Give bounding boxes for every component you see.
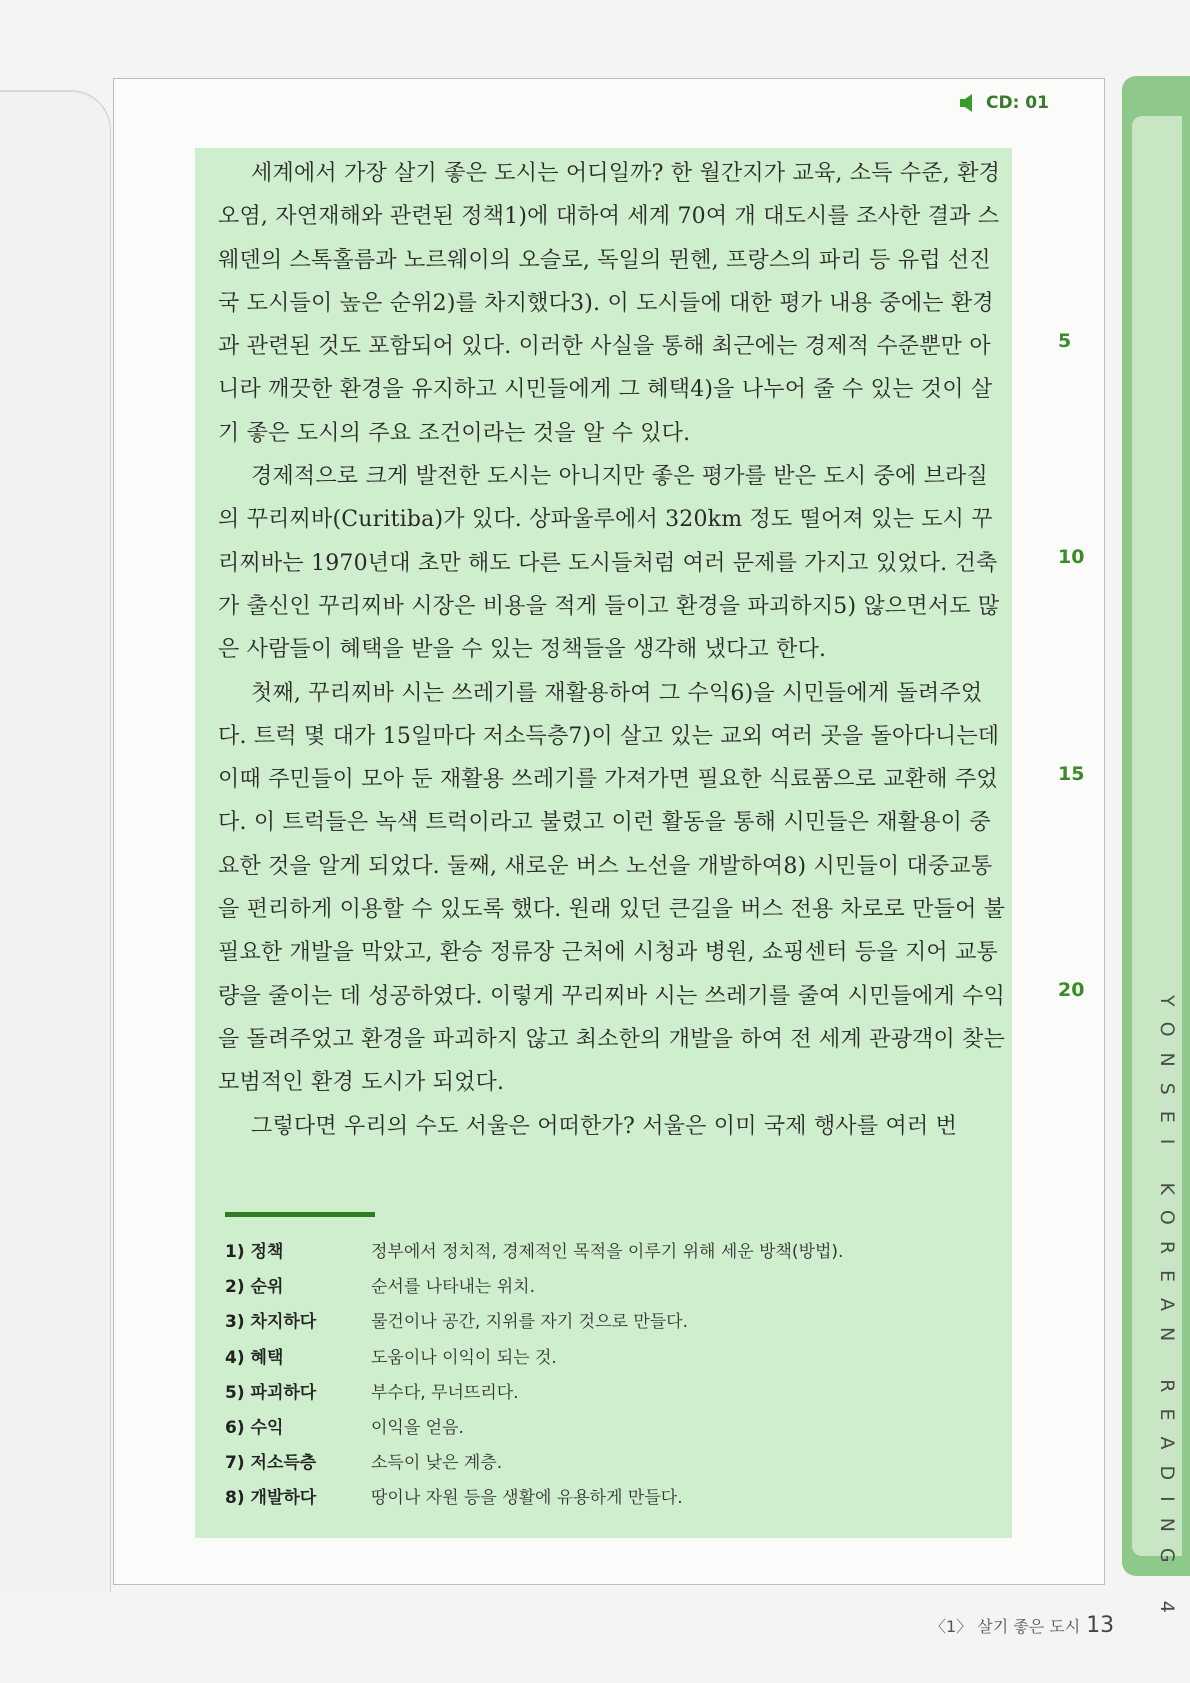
line-number: 10 (1058, 546, 1085, 568)
glossary-item (225, 1232, 1005, 1267)
line-number: 5 (1058, 330, 1072, 352)
paragraph: 세계에서 가장 살기 좋은 도시는 어디일까? 한 월간지가 교육, 소득 수준, 환경오염, 자연재해와 관련된 정책1)에 대하여 세계 70여 개 대도시를 조사한 결과 스웨덴의 스톡홀름과 노르웨이의 오슬로, 독일의 뮌헨, 프랑스의 파리 등 유럽 선진국 도시들이 높은 순위2)를 차지했다3). 이 도시들에 대한 평가 내용 중에는 환경과 관련된 것도 포함되어 있다. 이러한 사실을 통해 최근에는 경제적 수준뿐만 아니라 깨끗한 환경을 유지하고 시민들에게 그 혜택4)을 나누어 줄 수 있는 것이 살기 좋은 도시의 주요 조건이라는 것을 알 수 있다. (218, 161, 1001, 446)
line-number: 15 (1058, 763, 1085, 785)
glossary-definition: 물건이나 공간, 지위를 자기 것으로 만들다. (371, 1312, 689, 1333)
glossary-item (225, 1478, 1005, 1513)
glossary-item (225, 1443, 1005, 1478)
glossary-definition: 소득이 낮은 계층. (371, 1453, 503, 1474)
glossary-term: 2) 순위 (225, 1277, 284, 1298)
glossary-divider (225, 1212, 375, 1217)
speaker-icon (958, 92, 980, 114)
glossary-term: 4) 혜택 (225, 1347, 284, 1368)
previous-page-edge (0, 90, 111, 1592)
reading-body (218, 152, 1008, 1148)
glossary-item (225, 1373, 1005, 1408)
glossary-definition: 이익을 얻음. (371, 1418, 464, 1439)
glossary-item (225, 1267, 1005, 1302)
paragraph: 그렇다면 우리의 수도 서울은 어떠한가? 서울은 이미 국제 행사를 여러 번 (251, 1113, 958, 1139)
glossary-definition: 도움이나 이익이 되는 것. (371, 1347, 557, 1368)
glossary-term: 7) 저소득층 (225, 1453, 317, 1474)
cd-label: CD: 01 (986, 93, 1049, 113)
glossary-definition: 순서를 나타내는 위치. (371, 1277, 536, 1298)
paragraph: 경제적으로 크게 발전한 도시는 아니지만 좋은 평가를 받은 도시 중에 브라질의 꾸리찌바(Curitiba)가 있다. 상파울루에서 320km 정도 떨어져 있는 도시 꾸리찌바는 1970년대 초만 해도 다른 도시들처럼 여러 문제를 가지고 있었다. 건축가 출신인 꾸리찌바 시장은 비용을 적게 들이고 환경을 파괴하지5) 않으면서도 많은 사람들이 혜택을 받을 수 있는 정책들을 생각해 냈다고 한다. (218, 464, 1000, 663)
paragraph: 첫째, 꾸리찌바 시는 쓰레기를 재활용하여 그 수익6)을 시민들에게 돌려주었다. 트럭 몇 대가 15일마다 저소득층7)이 살고 있는 교외 여러 곳을 돌아다니는데 이때 주민들이 모아 둔 재활용 쓰레기를 가져가면 필요한 식료품으로 교환해 주었다. 이 트럭들은 녹색 트럭이라고 불렸고 이런 활동을 통해 시민들은 재활용이 중요한 것을 알게 되었다. 둘째, 새로운 버스 노선을 개발하여8) 시민들이 대중교통을 편리하게 이용할 수 있도록 했다. 원래 있던 큰길을 버스 전용 차로로 만들어 불필요한 개발을 막았고, 환승 정류장 근처에 시청과 병원, 쇼핑센터 등을 지어 교통량을 줄이는 데 성공하였다. 이렇게 꾸리찌바 시는 쓰레기를 줄여 시민들에게 수익을 돌려주었고 환경을 파괴하지 않고 최소한의 개발을 하여 전 세계 관광객이 찾는 모범적인 환경 도시가 되었다. (218, 680, 1006, 1096)
glossary (225, 1232, 1005, 1514)
glossary-item (225, 1408, 1005, 1443)
chapter-title: 〈1〉 살기 좋은 도시 (930, 1617, 1081, 1636)
page-footer (930, 1613, 1114, 1638)
glossary-definition: 땅이나 자원 등을 생활에 유용하게 만들다. (371, 1488, 683, 1509)
glossary-term: 8) 개발하다 (225, 1488, 317, 1509)
glossary-term: 6) 수익 (225, 1418, 284, 1439)
glossary-term: 3) 차지하다 (225, 1312, 317, 1333)
glossary-term: 1) 정책 (225, 1242, 284, 1263)
page-number: 13 (1086, 1613, 1115, 1638)
glossary-definition: 부수다, 무너뜨리다. (371, 1382, 519, 1403)
glossary-term: 5) 파괴하다 (225, 1382, 317, 1403)
glossary-item (225, 1302, 1005, 1337)
series-label: YONSEI KOREAN READING 4 (1156, 995, 1178, 1629)
glossary-item (225, 1338, 1005, 1373)
line-number: 20 (1058, 979, 1085, 1001)
cd-track-label (958, 92, 1049, 114)
glossary-definition: 정부에서 정치적, 경제적인 목적을 이루기 위해 세운 방책(방법). (371, 1242, 844, 1263)
